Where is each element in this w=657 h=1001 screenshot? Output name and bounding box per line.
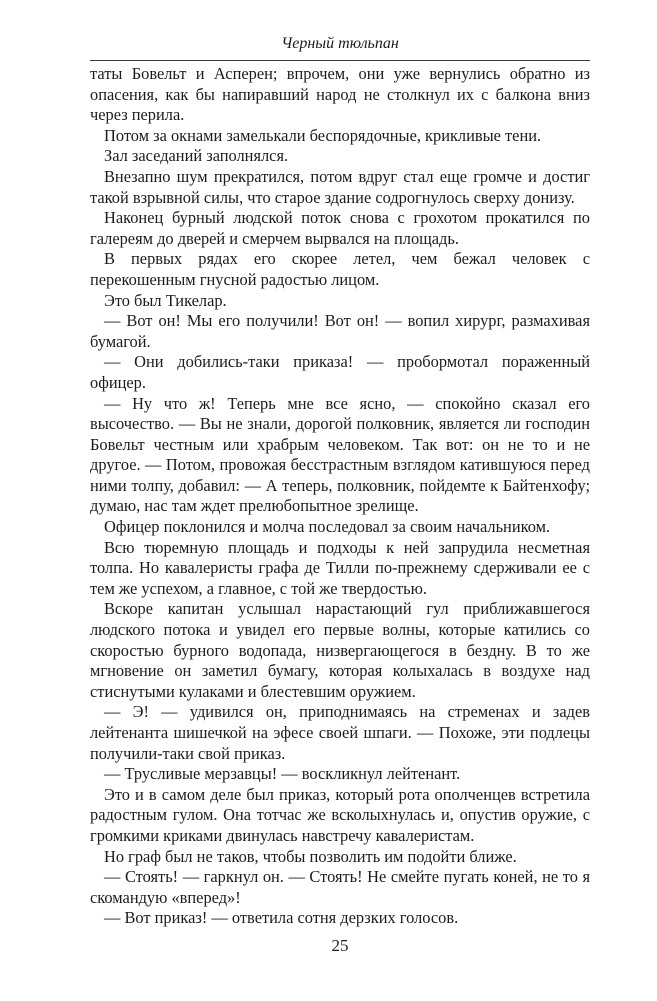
- paragraph: Потом за окнами замелькали беспорядочные, крикливые тени.: [104, 125, 542, 145]
- paragraph: Всю тюремную площадь и подходы к ней запрудила несметная толпа. Но кавалеристы графа де Тилли по-прежнему сдерживали ее с тем же успехом, а главное, с той же твердостью.: [90, 537, 590, 598]
- page-number: 25: [331, 936, 349, 955]
- paragraph: — Стоять! — гаркнул он. — Стоять! Не смейте пугать коней, не то я скомандую «вперед»!: [90, 867, 590, 907]
- paragraph: Но граф был не таков, чтобы позволить им подойти ближе.: [104, 846, 517, 866]
- paragraph: таты Бовельт и Асперен; впрочем, они уже вернулись обратно из опасения, как бы напиравший народ не столкнул их с балкона вниз через перила.: [90, 64, 590, 125]
- paragraph: Это и в самом деле был приказ, который рота ополченцев встретила радостным гулом. Она тотчас же всколыхнулась и, опустив оружие, с громкими криками двинулась навстречу кавалеристам.: [90, 784, 590, 845]
- paragraph: Зал заседаний заполнялся.: [104, 146, 289, 166]
- paragraph: — Трусливые мерзавцы! — воскликнул лейтенант.: [104, 764, 461, 784]
- body-text: [90, 64, 590, 929]
- running-head: Черный тюльпан: [281, 35, 399, 52]
- paragraph: Офицер поклонился и молча последовал за своим начальником.: [104, 517, 551, 537]
- paragraph: — Ну что ж! Теперь мне все ясно, — спокойно сказал его высочество. — Вы не знали, дорогой полковник, является ли господин Бовельт честным или храбрым человеком. Так вот: он не то и не другое. — Потом, провожая бесстрастным взглядом катившуюся перед ними толпу, добавил: — А теперь, полковник, пойдемте к Байтенхофу; думаю, нас там ждет прелюбопытное зрелище.: [90, 393, 590, 516]
- paragraph: — Они добились-таки приказа! — пробормотал пораженный офицер.: [90, 352, 590, 392]
- paragraph: — Вот он! Мы его получили! Вот он! — вопил хирург, размахивая бумагой.: [90, 311, 590, 351]
- paragraph: — Э! — удивился он, приподнимаясь на стременах и задев лейтенанта шишечкой на эфесе своей шпаги. — Похоже, эти подлецы получили-таки свой приказ.: [90, 702, 590, 763]
- paragraph: Наконец бурный людской поток снова с грохотом прокатился по галереям до дверей и смерчем вырвался на площадь.: [90, 208, 590, 248]
- paragraph: Это был Тикелар.: [104, 290, 227, 310]
- header-rule: [90, 60, 590, 61]
- paragraph: Внезапно шум прекратился, потом вдруг стал еще громче и достиг такой взрывной силы, что старое здание содрогнулось сверху донизу.: [90, 166, 590, 207]
- paragraph: — Вот приказ! — ответила сотня дерзких голосов.: [104, 908, 459, 928]
- paragraph: Вскоре капитан услышал нарастающий гул приближавшегося людского потока и увидел его первые волны, которые катились со скоростью бурного водопада, низвергающегося в бездну. В то же мгновение он заметил бумагу, которая колыхалась в воздухе над стиснутыми кулаками и блестевшим оружием.: [90, 599, 590, 701]
- paragraph: В первых рядах его скорее летел, чем бежал человек с перекошенным гнусной радостью лицом.: [90, 249, 590, 289]
